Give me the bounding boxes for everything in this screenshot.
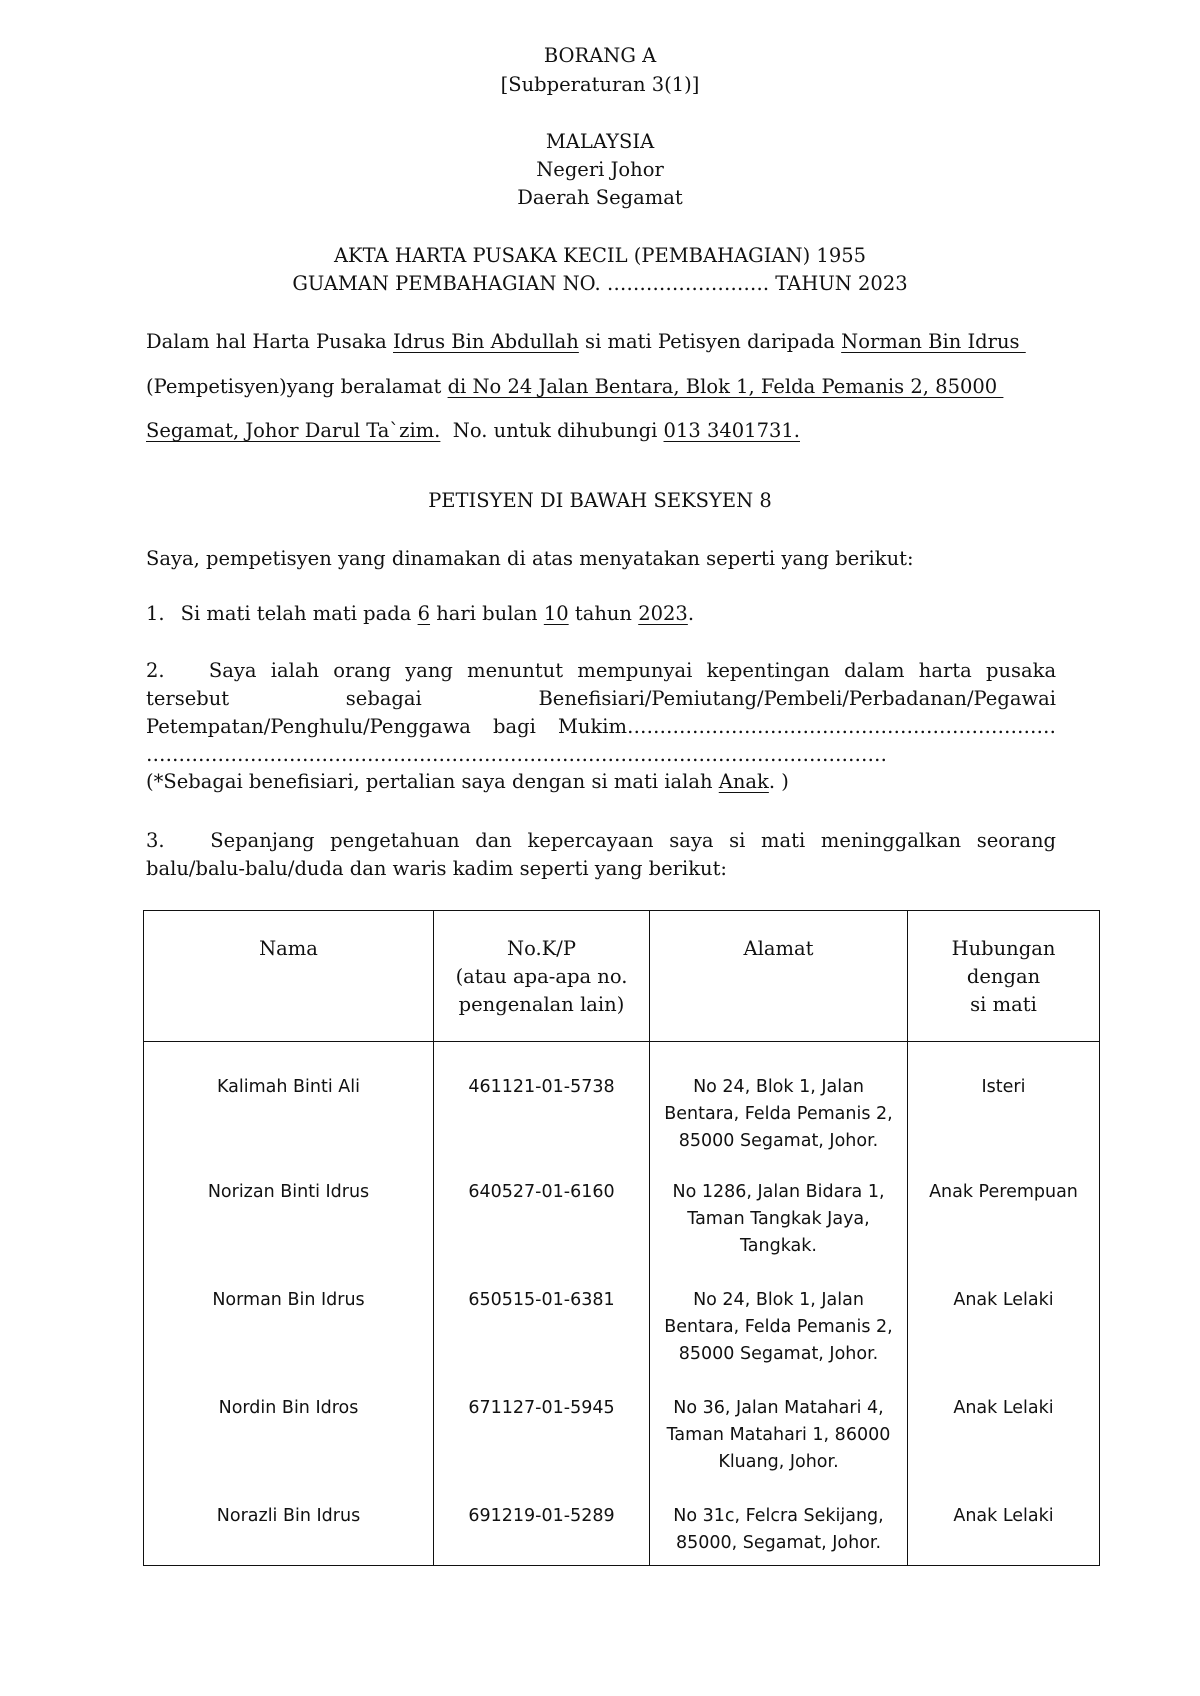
heirs-table	[143, 910, 1100, 1566]
form-title: BORANG A	[543, 44, 657, 67]
petitioner-address: di No 24 Jalan Bentara, Blok 1, Felda Pemanis 2, 85000	[447, 375, 1004, 398]
table-row	[144, 1287, 1100, 1395]
table-row	[144, 1503, 1100, 1566]
item-number: 3.	[146, 829, 165, 852]
heir-ic: 640527-01-6160	[434, 1179, 650, 1287]
intro-line-1	[146, 330, 1056, 353]
death-month: 10	[543, 602, 569, 625]
deceased-name: Idrus Bin Abdullah	[393, 330, 579, 353]
phone-number: 013 3401731.	[663, 419, 800, 442]
table-row	[144, 1042, 1100, 1180]
item-3-line-2: balu/balu-balu/duda dan waris kadim seperti yang berikut:	[146, 857, 727, 880]
heir-relation: Anak Lelaki	[908, 1395, 1100, 1503]
heir-name: Norazli Bin Idrus	[144, 1503, 434, 1566]
mukim-blank: Mukim…………………………………………………………	[557, 715, 1057, 738]
item-1	[146, 602, 1056, 625]
item-3-line-1: 3. Sepanjang pengetahuan dan kepercayaan saya si mati meninggalkan seorang	[146, 829, 1057, 852]
state: Negeri Johor	[536, 158, 664, 181]
heir-relation: Anak Perempuan	[908, 1179, 1100, 1287]
relation-to-deceased: Anak	[718, 770, 769, 793]
district: Daerah Segamat	[517, 186, 683, 209]
table-header-row	[144, 911, 1100, 1042]
heir-address: No 31c, Felcra Sekijang, 85000, Segamat, Johor.	[650, 1503, 908, 1566]
heir-name: Kalimah Binti Ali	[144, 1042, 434, 1180]
item-number: 1.	[146, 602, 165, 625]
table-row	[144, 1395, 1100, 1503]
beneficiary-note	[146, 770, 1056, 793]
heir-name: Norizan Binti Idrus	[144, 1179, 434, 1287]
intro-line-2	[146, 375, 1056, 398]
item-2-line-4: ……………………………………………………………………………………………………	[146, 743, 887, 766]
heir-name: Norman Bin Idrus	[144, 1287, 434, 1395]
heir-ic: 461121-01-5738	[434, 1042, 650, 1180]
item-number: 2.	[146, 659, 165, 682]
header-address: Alamat	[650, 911, 908, 1042]
petitioner-address-cont: Segamat, Johor Darul Ta`zim.	[146, 419, 441, 442]
case-number-line: GUAMAN PEMBAHAGIAN NO. ……………………. TAHUN 2023	[292, 272, 908, 295]
heir-name: Nordin Bin Idros	[144, 1395, 434, 1503]
header-ic-number: No.K/P (atau apa-apa no. pengenalan lain)	[434, 911, 650, 1042]
item-text: hari bulan	[430, 602, 544, 625]
petitioner-name: Norman Bin Idrus	[841, 330, 1026, 353]
intro-text: (Pempetisyen)yang beralamat	[146, 375, 448, 398]
item-2-line-3: Petempatan/Penghulu/Penggawa bagi Mukim…………………………………………………………	[146, 715, 1057, 738]
statement: Saya, pempetisyen yang dinamakan di atas menyatakan seperti yang berikut:	[146, 547, 914, 570]
death-year: 2023	[638, 602, 688, 625]
note-text: . )	[768, 770, 789, 793]
item-2-line-1: 2. Saya ialah orang yang menuntut mempunyai kepentingan dalam harta pusaka	[146, 659, 1057, 682]
death-day: 6	[417, 602, 431, 625]
country: MALAYSIA	[545, 130, 655, 153]
header-name: Nama	[144, 911, 434, 1042]
heir-relation: Anak Lelaki	[908, 1287, 1100, 1395]
heir-address: No 24, Blok 1, Jalan Bentara, Felda Pemanis 2, 85000 Segamat, Johor.	[650, 1042, 908, 1180]
item-text: .	[687, 602, 695, 625]
heir-ic: 650515-01-6381	[434, 1287, 650, 1395]
item-2-line-2: tersebut sebagai Benefisiari/Pemiutang/Pembeli/Perbadanan/Pegawai	[146, 687, 1056, 710]
note-text: (*Sebagai benefisiari, pertalian saya dengan si mati ialah	[146, 770, 719, 793]
petition-heading: PETISYEN DI BAWAH SEKSYEN 8	[428, 489, 772, 512]
table-row	[144, 1179, 1100, 1287]
header-relationship: Hubungan dengan si mati	[908, 911, 1100, 1042]
item-text: Si mati telah mati pada	[180, 602, 418, 625]
intro-text: No. untuk dihubungi	[440, 419, 664, 442]
heir-ic: 671127-01-5945	[434, 1395, 650, 1503]
regulation-reference: [Subperaturan 3(1)]	[500, 73, 700, 96]
heir-relation: Isteri	[908, 1042, 1100, 1180]
heir-address: No 24, Blok 1, Jalan Bentara, Felda Pemanis 2, 85000 Segamat, Johor.	[650, 1287, 908, 1395]
heir-ic: 691219-01-5289	[434, 1503, 650, 1566]
item-text: tahun	[568, 602, 639, 625]
heir-address: No 36, Jalan Matahari 4, Taman Matahari 1, 86000 Kluang, Johor.	[650, 1395, 908, 1503]
heir-relation: Anak Lelaki	[908, 1503, 1100, 1566]
intro-text: si mati Petisyen daripada	[578, 330, 842, 353]
act-title: AKTA HARTA PUSAKA KECIL (PEMBAHAGIAN) 1955	[333, 244, 867, 267]
intro-line-3	[146, 419, 1056, 442]
heir-address: No 1286, Jalan Bidara 1, Taman Tangkak Jaya, Tangkak.	[650, 1179, 908, 1287]
intro-text: Dalam hal Harta Pusaka	[146, 330, 393, 353]
